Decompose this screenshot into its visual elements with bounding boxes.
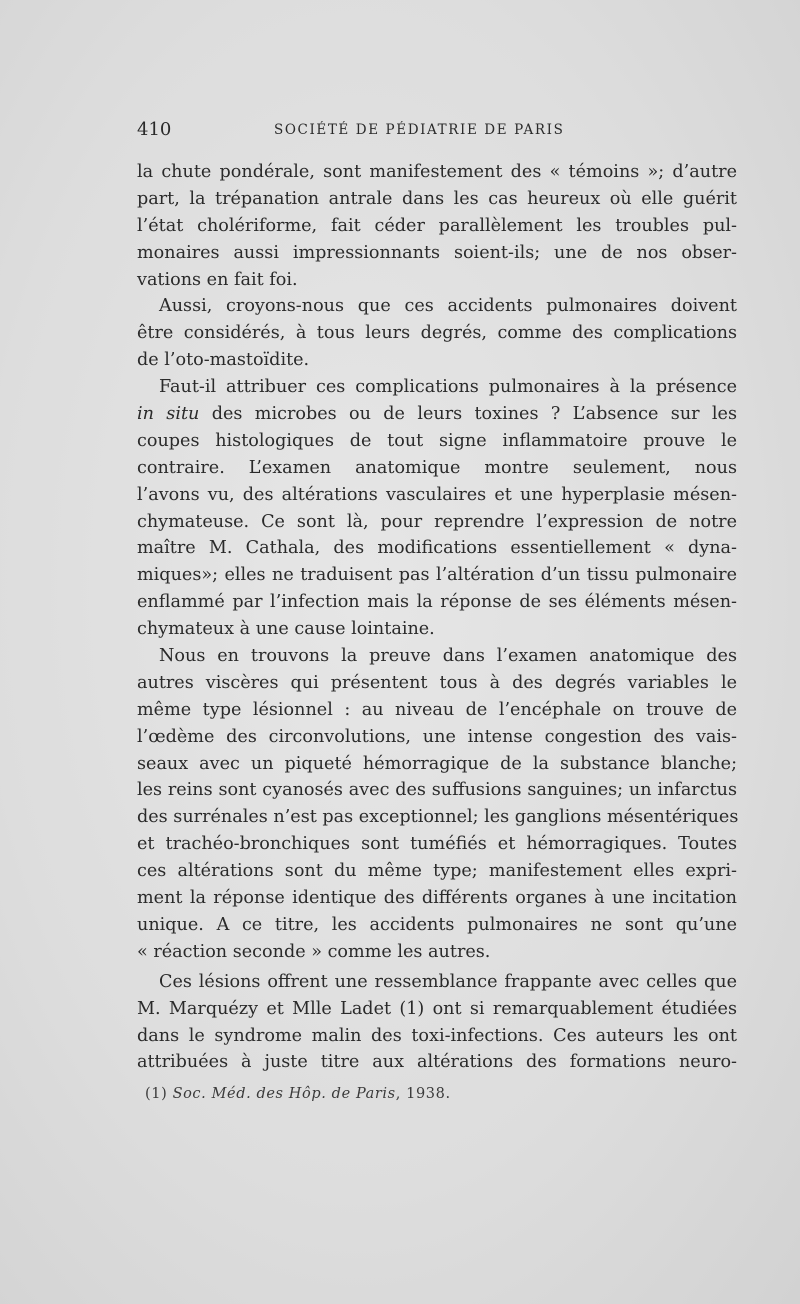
text-line: unique. A ce titre, les accidents pulmonaires ne sont qu’une [137,914,737,935]
text-line: vations en fait foi. [137,269,298,290]
text-line: Nous en trouvons la preuve dans l’examen anatomique des [159,646,737,667]
text-line: ces altérations sont du même type; manifestement elles expri- [137,861,737,882]
text-line: miques»; elles ne traduisent pas l’altération d’un tissu pulmonaire [137,565,737,586]
text-line: Faut-il attribuer ces complications pulmonaires à la présence [159,377,737,398]
text-line: attribuées à juste titre aux altérations des formations neuro- [137,1052,737,1073]
text-line: dans le syndrome malin des toxi-infections. Ces auteurs les ont [137,1025,737,1046]
text-line: de l’oto-mastoïdite. [137,350,310,371]
italic-in-situ: in situ [137,404,200,425]
text-line: enflammé par l’infection mais la réponse de ses éléments mésen- [137,592,737,613]
text-line: être considérés, à tous leurs degrés, comme des complications [137,323,737,344]
text-line-in-situ [137,401,737,428]
text-line: seaux avec un piqueté hémorragique de la substance blanche; [137,753,737,774]
text-line: maître M. Cathala, des modifications essentiellement « dyna- [137,538,737,559]
text-line: ment la réponse identique des différents organes à une incitation [137,888,737,909]
text-line: les reins sont cyanosés avec des suffusions sanguines; un infarctus [137,780,737,801]
text-line: part, la trépanation antrale dans les cas heureux où elle guérit [137,188,737,209]
text-line: monaires aussi impressionnants soient-ils; une de nos obser- [137,242,737,263]
running-title: SOCIÉTÉ DE PÉDIATRIE DE PARIS [274,122,565,138]
text-line: Aussi, croyons-nous que ces accidents pulmonaires doivent [159,296,737,317]
text-line: chymateux à une cause lointaine. [137,619,435,640]
text-line: l’état cholériforme, fait céder parallèlement les troubles pul- [137,215,737,236]
text-line: contraire. L’examen anatomique montre seulement, nous [137,457,737,478]
footnote-year: , 1938. [395,1086,451,1102]
footnote [145,1086,451,1102]
footnote-source: Soc. Méd. des Hôp. de Paris [172,1086,396,1102]
text-line: la chute pondérale, sont manifestement des « témoins »; d’autre [137,162,737,182]
text-line: même type lésionnel : au niveau de l’encéphale on trouve de [137,699,737,720]
text-line: autres viscères qui présentent tous à des degrés variables le [137,672,737,693]
footnote-marker: (1) [145,1086,168,1102]
text-line: l’avons vu, des altérations vasculaires et une hyperplasie mésen- [137,484,737,505]
text-line: coupes histologiques de tout signe inflammatoire prouve le [137,430,737,451]
text-line: « réaction seconde » comme les autres. [137,941,491,962]
text-line: et trachéo-bronchiques sont tuméfiés et hémorragiques. Toutes [137,834,737,855]
page-header [137,119,737,143]
text-line: M. Marquézy et Mlle Ladet (1) ont si remarquablement étudiées [137,998,737,1019]
page-number: 410 [137,119,172,140]
text-line: chymateuse. Ce sont là, pour reprendre l’expression de notre [137,511,737,532]
text-line-rest: des microbes ou de leurs toxines ? L’absence sur les [211,404,737,425]
body-text [137,159,737,1076]
text-line: des surrénales n’est pas exceptionnel; les ganglions mésentériques [137,807,739,828]
text-line: Ces lésions offrent une ressemblance frappante avec celles que [159,971,737,992]
text-line: l’œdème des circonvolutions, une intense congestion des vais- [137,726,737,747]
